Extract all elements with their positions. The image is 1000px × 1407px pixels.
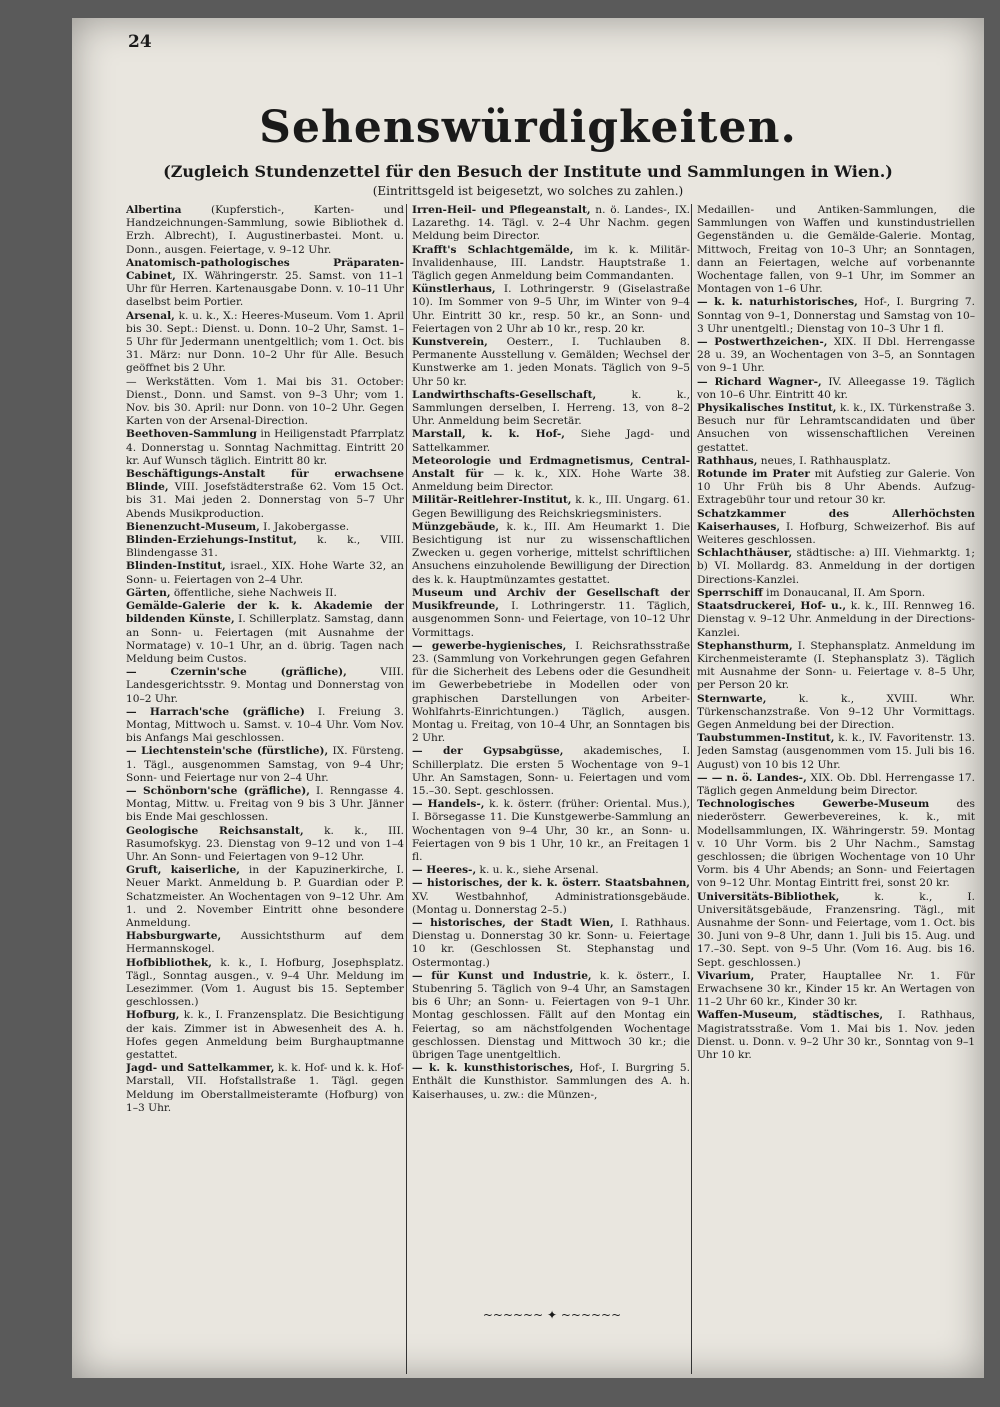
entry-heading: — k. k. naturhistorisches, — [697, 296, 858, 309]
entry-text: in Heiligenstadt Pfarrplatz 4. Donnerstag u. Sonntag Nachmittag. Eintritt 20 kr. Auf Wunsch täglich. Eintritt 80 kr. — [126, 428, 404, 467]
entry-heading: Bienenzucht-Museum, — [126, 520, 260, 533]
entry-text: VIII. Landesgerichtsstr. 9. Montag und Donnerstag von 10–2 Uhr. — [126, 666, 404, 705]
entry-text: XIX. II Dbl. Herrengasse 28 u. 39, an Wochentagen von 3–5, an Sonntagen von 9–1 Uhr. — [697, 336, 975, 375]
entry-heading: Geologische Reichsanstalt, — [126, 824, 304, 837]
entry-text: — Werkstätten. Vom 1. Mai bis 31. October: Dienst., Donn. und Samst. von 9–3 Uhr; vom 1. Nov. bis 30. April: nur Donn. von 10–2 Uhr. Gegen Karten von der Arsenal-Direction. — [126, 375, 404, 428]
entry-text: k. k., III. Rennweg 16. Dienstag v. 9–12 Uhr. Anmeldung in der Directions-Kanzlei. — [697, 600, 975, 639]
entry — [126, 1062, 404, 1115]
entry — [697, 1009, 975, 1062]
entry-heading: Krafft's Schlachtgemälde, — [412, 243, 574, 256]
entry — [126, 257, 404, 310]
entry — [126, 930, 404, 956]
entry-heading: Beschäftigungs-Anstalt für erwachsene Blinde, — [126, 468, 404, 494]
entry — [126, 428, 404, 468]
entry-heading: Marstall, k. k. Hof-, — [412, 428, 565, 441]
entry — [412, 336, 690, 389]
entry-text: k. k. österr., I. Stubenring 5. Täglich von 9–4 Uhr, an Samstagen bis 6 Uhr; an Sonn- u. Feiertagen von 9–1 Uhr. Montag geschlossen. Fällt auf den Montag ein Feiertag, so am nächstfolgenden Wochentage geschlossen. Dienstag und Mittwoch 30 kr.; die übrigen Tage unentgeltlich. — [412, 969, 690, 1061]
entry — [697, 204, 975, 296]
entry-text: k. k. Hof- und k. k. Hof-Marstall, VII. Hofstallstraße 1. Tägl. gegen Meldung im Oberstallmeisteramte (Hofburg) von 1–3 Uhr. — [126, 1062, 404, 1114]
entry-text: k. k., III. Am Heumarkt 1. Die Besichtigung ist nur zu wissenschaftlichen Zwecken u. gegen vorherige, mittelst schriftlichen Ansuchens einzuholende Bewilligung der Direction des k. k. Hauptmünzamtes gestattet. — [412, 520, 690, 586]
entry-text: I. Freiung 3. Montag, Mittwoch u. Samst. v. 10–4 Uhr. Vom Nov. bis Anfangs Mai geschlossen. — [126, 705, 404, 745]
entry-heading: — Richard Wagner-, — [697, 375, 822, 388]
entry-heading: Gruft, kaiserliche, — [126, 864, 240, 877]
entry-text: I. Lothringerstr. 9 (Giselastraße 10). Im Sommer von 9–5 Uhr, im Winter von 9–4 Uhr. Eintritt 30 kr., resp. 50 kr., an Sonn- und Feiertagen von 2 Uhr ab 10 kr., resp. 20 kr. — [412, 283, 690, 335]
entry-text: israel., XIX. Hohe Warte 32, an Sonn- u. Feiertagen von 2–4 Uhr. — [126, 560, 404, 586]
entry — [697, 693, 975, 733]
entry — [697, 798, 975, 890]
entry-text: des niederösterr. Gewerbevereines, k. k., mit Modellsammlungen, IX. Währingerstr. 59. Montag v. 10 Uhr Vorm. bis 2 Uhr Nachm., Samstag geschlossen; die übrigen Wochentage von 10 Uhr Vorm. bis 4 Uhr Abends; an Sonn- und Feiertagen von 9–12 Uhr. Montag Eintritt frei, sonst 20 kr. — [697, 798, 975, 890]
entry — [697, 772, 975, 798]
entry-text: akademisches, I. Schillerplatz. Die ersten 5 Wochentage von 9–1 Uhr. An Samstagen, Sonn- u. Feiertagen und vom 15.–30. Sept. geschlossen. — [412, 745, 690, 797]
entry-text: in der Kapuzinerkirche, I. Neuer Markt. Anmeldung b. P. Guardian oder P. Schatzmeister. An Wochentagen von 9–12 Uhr. Am 1. und 2. November Eintritt ohne besondere Anmeldung. — [126, 864, 404, 929]
entry-heading: Hofburg, — [126, 1009, 180, 1022]
entry-heading: Gemälde-Galerie der k. k. Akademie der bildenden Künste, — [126, 600, 404, 626]
entry — [697, 600, 975, 640]
entry-heading: Künstlerhaus, — [412, 283, 496, 296]
entry-heading: Schatzkammer des Allerhöchsten Kaiserhauses, — [697, 507, 975, 533]
entry-heading: — Handels-, — [412, 798, 485, 811]
entry-text: k. k., I. Hofburg, Josephsplatz. Tägl., Sonntag ausgen., v. 9–4 Uhr. Meldung im Lesezimmer. (Vom 1. August bis 15. September geschlossen.) — [126, 956, 404, 1009]
entry-heading: Gärten, — [126, 586, 171, 599]
entry — [126, 376, 404, 429]
entry-text: k. k., I. Franzensplatz. Die Besichtigung der kais. Zimmer ist in Abwesenheit des A. h. Hofes gegen Anmeldung beim Burghauptmanne gestattet. — [126, 1009, 404, 1061]
entry — [126, 825, 404, 865]
page-title: Sehenswürdigkeiten. — [259, 102, 797, 153]
entry-heading: — Liechtenstein'sche (fürstliche), — [126, 745, 329, 758]
entry — [697, 640, 975, 693]
column-2 — [412, 204, 690, 1378]
entry-heading: Albertina — [126, 204, 182, 216]
entry-text: k. k., Sammlungen derselben, I. Herreng. 13, von 8–2 Uhr. Anmeldung beim Secretär. — [412, 388, 690, 428]
entry — [126, 204, 404, 257]
entry — [697, 547, 975, 587]
entry-text: — k. k., XIX. Hohe Warte 38. Anmeldung beim Director. — [412, 468, 690, 494]
entry-heading: Landwirthschafts-Gesellschaft, — [412, 388, 597, 401]
entry-text: IX. Währingerstr. 25. Samst. von 11–1 Uhr für Herren. Kartenausgabe Donn. v. 10–11 Uhr daselbst beim Portier. — [126, 270, 404, 309]
entry-text: neues, I. Rathhausplatz. — [757, 454, 891, 467]
entry — [126, 560, 404, 586]
entry-heading: Habsburgwarte, — [126, 930, 222, 943]
entry-heading: Waffen-Museum, städtisches, — [697, 1009, 884, 1022]
entry-text: k. k., IV. Favoritenstr. 13. Jeden Samstag (ausgenommen vom 15. Juli bis 16. August) von 10 bis 12 Uhr. — [697, 732, 975, 771]
entry-text: k. k., III. Rasumofskyg. 23. Dienstag von 9–12 und von 1–4 Uhr. An Sonn- und Feiertagen von 9–12 Uhr. — [126, 824, 404, 863]
entry-text: Oesterr., I. Tuchlauben 8. Permanente Ausstellung v. Gemälden; Wechsel der Kunstwerke am 1. jeden Monats. Täglich von 9–5 Uhr 50 kr. — [412, 336, 690, 388]
entry-text: IV. Alleegasse 19. Täglich von 10–6 Uhr. Eintritt 40 kr. — [697, 375, 975, 401]
entry-text: im Donaucanal, II. Am Sporn. — [762, 586, 926, 599]
entry — [126, 666, 404, 706]
entry-heading: Rathhaus, — [697, 454, 758, 467]
column-divider — [691, 204, 692, 1374]
entry-heading: — der Gypsabgüsse, — [412, 745, 564, 758]
entry-text: mit Aufstieg zur Galerie. Von 10 Uhr Früh bis 8 Uhr Abends. Aufzug-Extragebühr tour und retour 30 kr. — [697, 468, 975, 507]
entry-heading: Münzgebäude, — [412, 520, 500, 533]
entry-heading: Arsenal, — [126, 309, 175, 322]
entry — [126, 957, 404, 1010]
entry — [412, 640, 690, 746]
entry-text: XV. Westbahnhof, Administrationsgebäude. (Montag u. Donnerstag 2–5.) — [412, 890, 690, 916]
entry — [697, 732, 975, 772]
entry-heading: Technologisches Gewerbe-Museum — [697, 798, 930, 811]
entry-heading: Vivarium, — [697, 969, 755, 982]
entry — [412, 455, 690, 495]
entry — [697, 468, 975, 508]
entry — [412, 745, 690, 798]
entry — [126, 785, 404, 825]
entry-text: k. u. k., X.: Heeres-Museum. Vom 1. April bis 30. Sept.: Dienst. u. Donn. 10–2 Uhr, Samst. 1–5 Uhr für Jedermann unentgeltlich; vom 1. Oct. bis 31. März: nur Donn. 10–2 Uhr für Alle. Besuch geöffnet bis 2 Uhr. — [126, 309, 404, 375]
entry-heading: — Harrach'sche (gräfliche) — [126, 705, 305, 718]
entry-text: IX. Fürsteng. 1. Tägl., ausgenommen Samstag, von 9–4 Uhr; Sonn- und Feiertage nur von 2–4 Uhr. — [126, 745, 404, 784]
entry-heading: Museum und Archiv der Gesellschaft der Musikfreunde, — [412, 586, 690, 613]
entry-text: k. k., III. Ungarg. 61. Gegen Bewilligung des Reichskriegsministers. — [412, 494, 690, 520]
entry-heading: Schlachthäuser, — [697, 547, 793, 560]
entry-text: I. Lothringerstr. 11. Täglich, ausgenommen Sonn- und Feiertage, von 10–12 Uhr Vormittags. — [412, 600, 690, 639]
entry — [126, 468, 404, 521]
entry — [412, 864, 690, 877]
entry — [412, 389, 690, 429]
entry-text: I. Reichsrathsstraße 23. (Sammlung von Vorkehrungen gegen Gefahren für die Sicherheit des Lebens oder die Gesundheit im Gewerbebetriebe in Modellen oder von graphischen Darstellungen von Arbeiter-Wohlfahrts-Einrichtungen.) Täglich, ausgen. Montag u. Freitag, von 10–4 Uhr, an Sonntagen bis 2 Uhr. — [412, 639, 690, 745]
entry-text: Hof-, I. Burgring 7. Sonntag von 9–1, Donnerstag und Samstag von 10–3 Uhr unentgeltl.; Dienstag von 10–3 Uhr 1 fl. — [697, 296, 975, 335]
entry — [697, 336, 975, 376]
entry-text: Hof-, I. Burgring 5. Enthält die Kunsthistor. Sammlungen des A. h. Kaiserhauses, u. zw.: die Münzen-, — [412, 1062, 690, 1101]
entry — [412, 877, 690, 917]
entry — [126, 745, 404, 785]
entry-text: k. k., VIII. Blindengasse 31. — [126, 534, 404, 560]
entry — [697, 296, 975, 336]
entry — [126, 534, 404, 560]
entry-text: XIX. Ob. Dbl. Herrengasse 17. Täglich gegen Anmeldung beim Director. — [697, 771, 975, 797]
entry-heading: Sternwarte, — [697, 692, 767, 705]
entry-heading: — historisches, der k. k. österr. Staatsbahnen, — [412, 877, 690, 890]
column-3 — [697, 204, 975, 1378]
entry — [697, 455, 975, 468]
entry-text: n. ö. Landes-, IX. Lazarethg. 14. Tägl. v. 2–4 Uhr Nachm. gegen Meldung beim Director. — [412, 204, 690, 243]
entry-heading: Taubstummen-Institut, — [697, 732, 835, 745]
entry-heading: — Postwerthzeichen-, — [697, 336, 828, 349]
entry-text: VIII. Josefstädterstraße 62. Vom 15 Oct. bis 31. Mai jeden 2. Donnerstag von 5–7 Uhr Abends Musikproduction. — [126, 481, 404, 520]
entry — [412, 204, 690, 244]
entry — [697, 587, 975, 600]
entry-heading: Sperrschiff — [697, 586, 763, 599]
entry — [412, 1062, 690, 1102]
entry-heading: Blinden-Institut, — [126, 560, 226, 573]
entry-heading: Staatsdruckerei, Hof- u., — [697, 600, 847, 613]
entry-heading: — historisches, der Stadt Wien, — [412, 916, 614, 929]
entry-heading: Militär-Reitlehrer-Institut, — [412, 494, 572, 507]
column-divider — [406, 204, 407, 1374]
entry-heading: Jagd- und Sattelkammer, — [126, 1062, 275, 1075]
entry-text: Aussichtsthurm auf dem Hermannskogel. — [126, 930, 404, 956]
entry-heading: Physikalisches Institut, — [697, 402, 837, 415]
entry-text: I. Jakobergasse. — [259, 520, 350, 533]
entry-text: Prater, Hauptallee Nr. 1. Für Erwachsene 30 kr., Kinder 15 kr. An Wertagen von 11–2 Uhr 60 kr., Kinder 30 kr. — [697, 969, 975, 1009]
entry — [126, 1009, 404, 1062]
page-subtitle: (Zugleich Stundenzettel für den Besuch der Institute und Sammlungen in Wien.) — [163, 162, 893, 181]
entry-heading: Hofbibliothek, — [126, 956, 212, 969]
column-1 — [126, 204, 404, 1378]
entry — [412, 917, 690, 970]
entry — [697, 891, 975, 970]
entry — [126, 600, 404, 666]
entry — [412, 283, 690, 336]
entry-text: k. k., IX. Türkenstraße 3. Besuch nur für Lehramtscandidaten und über Ansuchen von wissenschaftlichen Vereinen gestattet. — [697, 402, 975, 454]
entry-text: I. Schillerplatz. Samstag, dann an Sonn- u. Feiertagen (mit Ausnahme der Normatage) v. 10–1 Uhr, an d. übrig. Tagen nach Meldung beim Custos. — [126, 613, 404, 665]
entry-text: k. k., I. Universitätsgebäude, Franzensring. Tägl., mit Ausnahme der Sonn- und Feiertage, vom 1. Oct. bis 30. Juni von 9–8 Uhr, dann 1. Juli bis 15. Aug. und 17.–30. Sept. von 9–5 Uhr. (Vom 16. Aug. bis 16. Sept. geschlossen.) — [697, 890, 975, 969]
book-page — [72, 18, 984, 1378]
entry — [126, 864, 404, 930]
entry-text: I. Renngasse 4. Montag, Mittw. u. Freitag von 9 bis 3 Uhr. Jänner bis Ende Mai geschlossen. — [126, 784, 404, 824]
entry-text: I. Rathhaus, Magistratsstraße. Vom 1. Mai bis 1. Nov. jeden Dienst. u. Donn. v. 9–2 Uhr 30 kr., Sonntag von 9–1 Uhr 10 kr. — [697, 1009, 975, 1061]
entry-heading: Beethoven-Sammlung — [126, 428, 257, 441]
entry — [697, 508, 975, 548]
entry-text: (Kupferstich-, Karten- und Handzeichnungen-Sammlung, sowie Bibliothek d. Erzh. Albrecht), I. Augustinerbastei. Mont. u. Donn., ausgen. Feiertage, v. 9–12 Uhr. — [126, 204, 404, 256]
entry — [697, 402, 975, 455]
entry — [412, 970, 690, 1062]
entry-heading: — k. k. kunsthistorisches, — [412, 1062, 574, 1075]
entry-heading: Blinden-Erziehungs-Institut, — [126, 534, 297, 547]
entry — [697, 376, 975, 402]
entry-text: Medaillen- und Antiken-Sammlungen, die Sammlungen von Waffen und kunstindustriellen Gegenständen u. die Gemälde-Galerie. Montag, Mittwoch, Freitag von 10–3 Uhr; an Sonntagen, dann an Feiertagen, welche auf vorbenannte Wochentage fallen, von 9–1 Uhr, im Sommer an Montagen von 1–6 Uhr. — [697, 204, 975, 296]
entry-text: städtische: a) III. Viehmarktg. 1; b) VI. Mollardg. 83. Anmeldung in der dortigen Directions-Kanzlei. — [697, 547, 975, 586]
entry — [412, 494, 690, 520]
entry-text: I. Rathhaus. Dienstag u. Donnerstag 30 kr. Sonn- u. Feiertage 10 kr. (Geschlossen St. Stephanstag und Ostermontag.) — [412, 916, 690, 969]
entry-heading: — gewerbe-hygienisches, — [412, 639, 567, 652]
entry — [697, 970, 975, 1010]
entry-heading: — — n. ö. Landes-, — [697, 771, 807, 784]
entry-text: k. k., XVIII. Whr. Türkenschanzstraße. Von 9–12 Uhr Vormittags. Gegen Anmeldung bei der Direction. — [697, 692, 975, 731]
entry-heading: — Heeres-, — [412, 864, 477, 877]
entry — [126, 521, 404, 534]
entry-text: Siehe Jagd- und Sattelkammer. — [412, 428, 690, 454]
entry-heading: Kunstverein, — [412, 336, 488, 349]
entry — [126, 587, 404, 600]
entry-heading: Meteorologie und Erdmagnetismus, Central-Anstalt für — [412, 454, 690, 481]
entry — [412, 428, 690, 454]
entry — [412, 798, 690, 864]
entry — [412, 521, 690, 587]
entry-heading: Irren-Heil- und Pflegeanstalt, — [412, 204, 591, 216]
entry-heading: Anatomisch-pathologisches Präparaten-Cabinet, — [126, 256, 404, 283]
entry — [126, 706, 404, 746]
entry-heading: Rotunde im Prater — [697, 468, 810, 481]
page-number: 24 — [128, 32, 152, 52]
entry-heading: — Czernin'sche (gräfliche), — [126, 666, 347, 679]
entry-heading: — Schönborn'sche (gräfliche), — [126, 784, 310, 797]
entry-text: k. k. österr. (früher: Oriental. Mus.), I. Börsegasse 11. Die Kunstgewerbe-Sammlung an Wochentagen von 9–4 Uhr, 30 kr., an Sonn- u. Feiertagen von 9 bis 1 Uhr, 10 kr., an Freitagen 1 fl. — [412, 798, 690, 863]
entry-heading: Universitäts-Bibliothek, — [697, 890, 840, 903]
entry-text: k. u. k., siehe Arsenal. — [476, 864, 599, 877]
entry — [412, 587, 690, 640]
entry-heading: Stephansthurm, — [697, 639, 793, 652]
entry-heading: — für Kunst und Industrie, — [412, 969, 592, 982]
page-ornament: ~~~~~~ ✦ ~~~~~~ — [482, 1308, 622, 1322]
entry — [412, 244, 690, 284]
entry — [126, 310, 404, 376]
admission-note: (Eintrittsgeld ist beigesetzt, wo solches zu zahlen.) — [372, 184, 684, 198]
entry-text: im k. k. Militär-Invalidenhause, III. Landstr. Hauptstraße 1. Täglich gegen Anmeldung beim Commandanten. — [412, 243, 690, 283]
entry-text: I. Hofburg, Schweizerhof. Bis auf Weiteres geschlossen. — [697, 520, 975, 547]
entry-text: I. Stephansplatz. Anmeldung im Kirchenmeisteramte (I. Stephansplatz 3). Täglich mit Ausnahme der Sonn- u. Feiertage v. 8–5 Uhr, per Person 20 kr. — [697, 639, 975, 692]
entry-text: öffentliche, siehe Nachweis II. — [170, 586, 337, 599]
